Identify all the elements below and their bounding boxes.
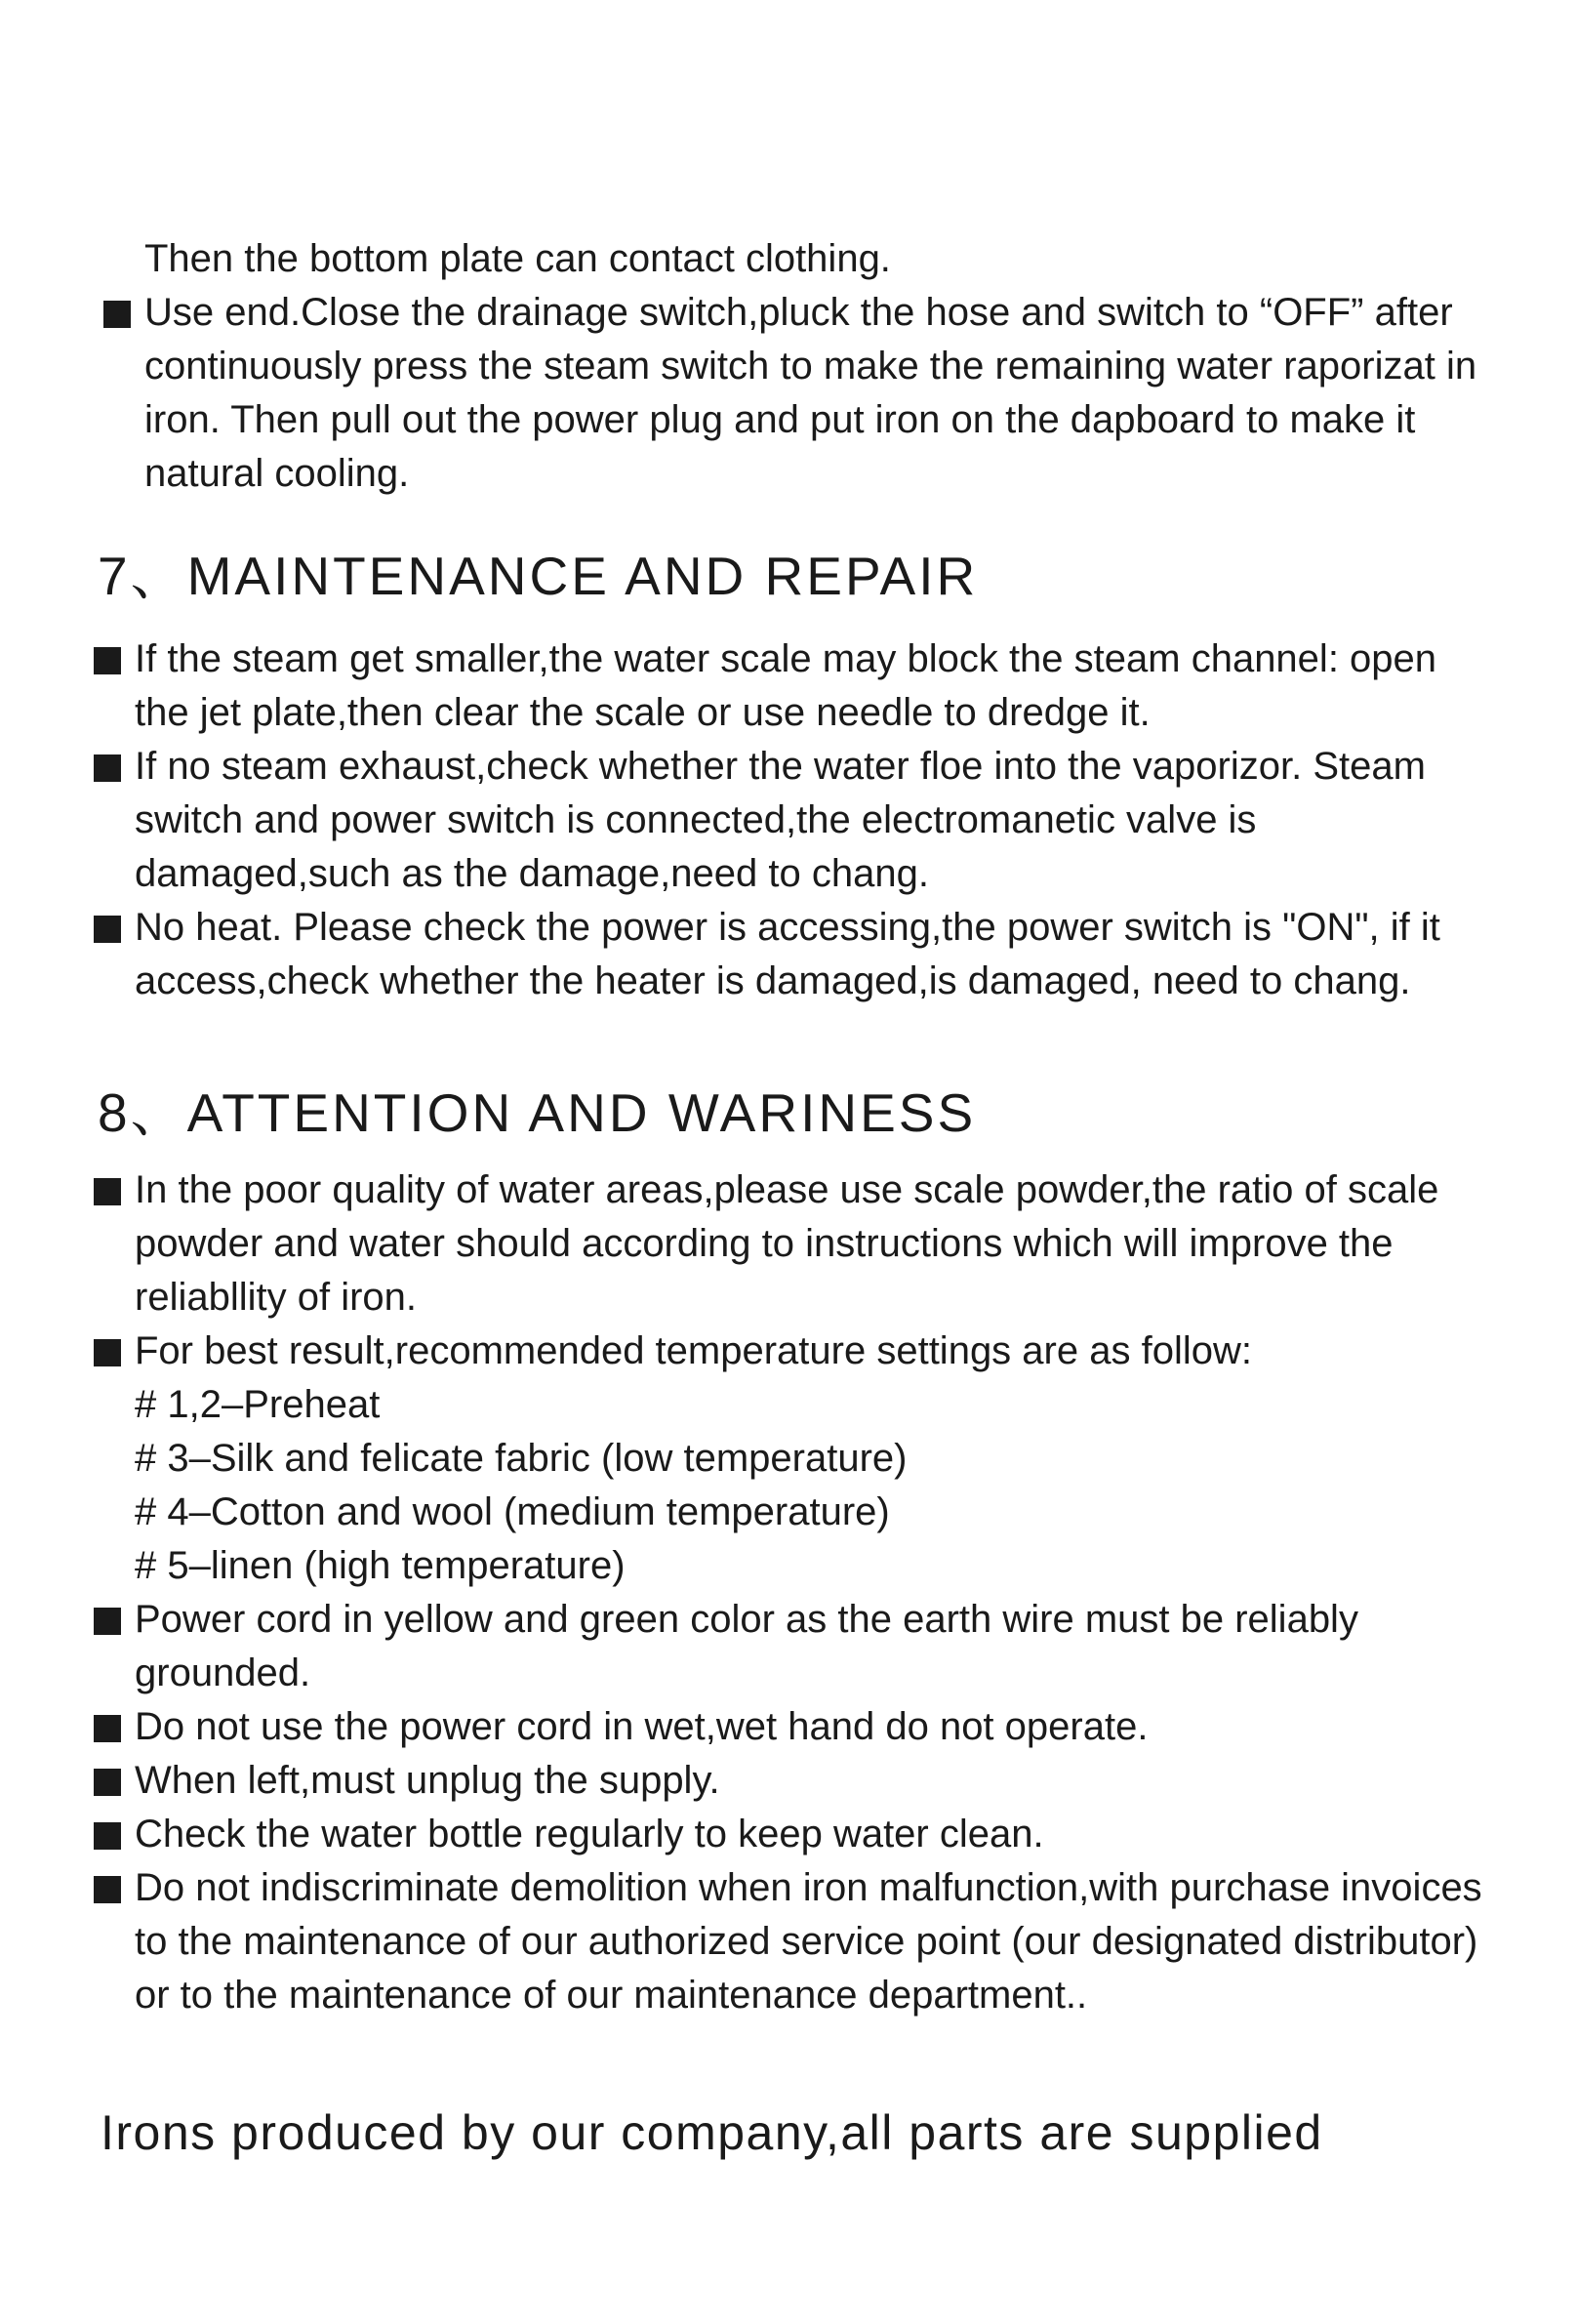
section-8-heading: 8、ATTENTION AND WARINESS <box>98 1082 977 1143</box>
list-item: In the poor quality of water areas,please use scale powder,the ratio of scale powder and water should according to instructions which will improve the reliabllity of iron. <box>94 1163 1489 1325</box>
list-item: If no steam exhaust,check whether the water floe into the vaporizor. Steam switch and power switch is connected,the electromanetic valve is damaged,such as the damage,need to chang. <box>94 740 1489 901</box>
list-item: When left,must unplug the supply. <box>94 1754 1489 1808</box>
list-item: Power cord in yellow and green color as the earth wire must be reliably grounded. <box>94 1593 1489 1700</box>
intro-paragraph: Then the bottom plate can contact clothing. <box>144 237 891 280</box>
list-item: No heat. Please check the power is accessing,the power switch is "ON", if it access,check whether the heater is damaged,is damaged, need to chang. <box>94 901 1489 1008</box>
temperature-setting: # 4–Cotton and wool (medium temperature) <box>135 1490 890 1533</box>
section-8-list <box>94 1163 1489 2022</box>
list-item: If the steam get smaller,the water scale may block the steam channel: open the jet plate,then clear the scale or use needle to dredge it. <box>94 632 1489 740</box>
list-item: Check the water bottle regularly to keep water clean. <box>94 1808 1489 1861</box>
temperature-setting: # 5–linen (high temperature) <box>135 1544 626 1587</box>
intro-block <box>103 232 1489 501</box>
section-7-list <box>94 632 1489 1008</box>
footer-text: Irons produced by our company,all parts are supplied <box>101 2105 1323 2160</box>
use-end-paragraph: Use end.Close the drainage switch,pluck the hose and switch to “OFF” after continuously press the steam switch to make the remaining water raporizat in iron. Then pull out the power plug and put iron on the dapboard to make it natural cooling. <box>103 286 1489 501</box>
list-item: Do not indiscriminate demolition when iron malfunction,with purchase invoices to the maintenance of our authorized service point (our designated distributor) or to the maintenance of our maintenance department.. <box>94 1861 1489 2022</box>
list-item: Do not use the power cord in wet,wet hand do not operate. <box>94 1700 1489 1754</box>
temperature-setting: # 1,2–Preheat <box>135 1383 381 1426</box>
temperature-setting: # 3–Silk and felicate fabric (low temperature) <box>135 1437 908 1480</box>
list-item: For best result,recommended temperature settings are as follow: <box>94 1325 1489 1378</box>
section-7-heading: 7、MAINTENANCE AND REPAIR <box>98 546 979 606</box>
